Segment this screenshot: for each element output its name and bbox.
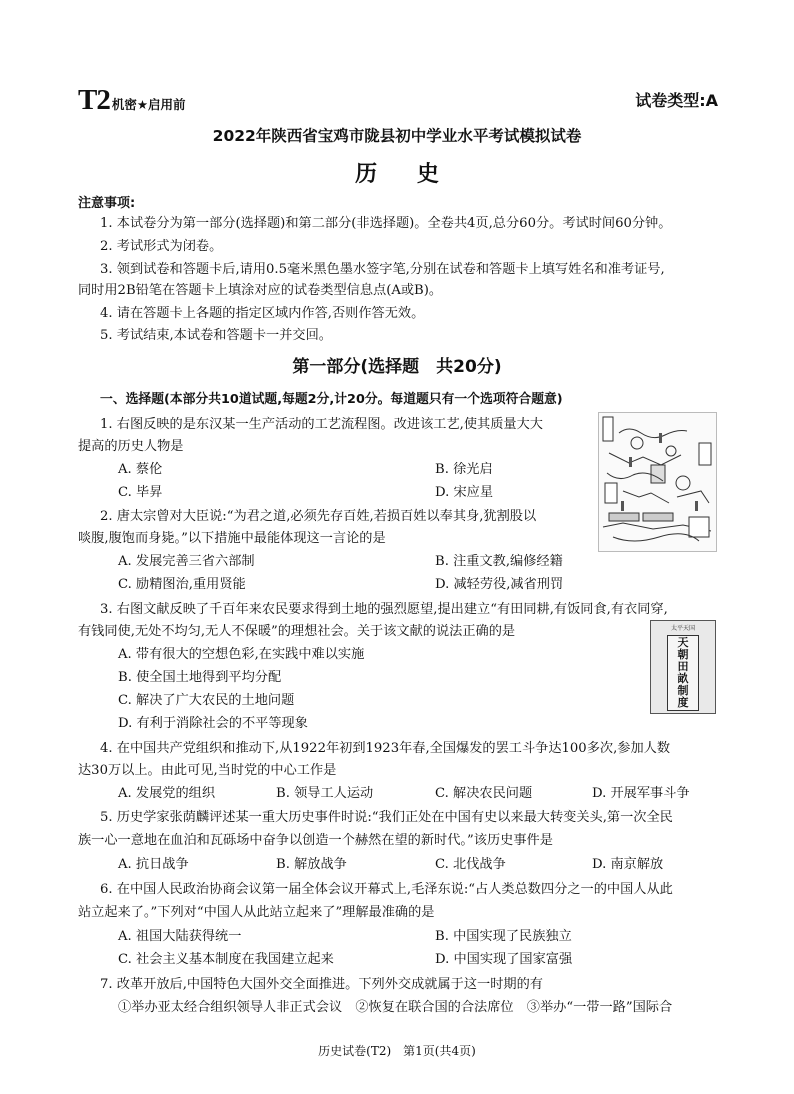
option-b: B. 中国实现了民族独立	[435, 929, 572, 944]
question-stem: 达30万以上。由此可见,当时党的中心工作是	[78, 763, 337, 778]
question-stem: 4. 在中国共产党组织和推动下,从1922年初到1923年春,全国爆发的罢工斗争达100多次,参加人数	[100, 741, 671, 756]
figure-title-char: 度	[677, 696, 689, 709]
option-b: B. 解放战争	[276, 857, 347, 872]
option-a: A. 蔡伦	[118, 462, 163, 477]
question-stem: 7. 改革开放后,中国特色大国外交全面推进。下列外交成就属于这一时期的有	[100, 977, 543, 992]
notice-heading: 注意事项:	[78, 196, 136, 211]
figure-title-char: 天	[677, 636, 689, 649]
papermaking-process-figure	[598, 412, 717, 552]
option-b: B. 使全国土地得到平均分配	[118, 670, 282, 685]
option-b: B. 领导工人运动	[276, 786, 374, 801]
option-c: C. 社会主义基本制度在我国建立起来	[118, 952, 334, 967]
paper-code: T2	[78, 84, 110, 116]
option-a: A. 抗日战争	[118, 857, 189, 872]
option-d: D. 南京解放	[592, 857, 664, 872]
notice-item: 3. 领到试卷和答题卡后,请用0.5毫米黑色墨水签字笔,分别在试卷和答题卡上填写姓名和准考证号,	[100, 262, 665, 277]
option-a: A. 发展党的组织	[118, 786, 216, 801]
notice-item: 4. 请在答题卡上各题的指定区域内作答,否则作答无效。	[100, 306, 425, 321]
question-stem: 提高的历史人物是	[78, 439, 184, 454]
option-b: B. 注重文教,编修经籍	[435, 554, 563, 569]
option-d: D. 减轻劳役,减省刑罚	[435, 577, 564, 592]
option-c: C. 毕昇	[118, 485, 163, 500]
option-c: C. 北伐战争	[435, 857, 506, 872]
question-stem: 族一心一意地在血泊和瓦砾场中奋争以创造一个赫然在望的新时代。”该历史事件是	[78, 833, 553, 848]
exam-title: 2022年陕西省宝鸡市陇县初中学业水平考试模拟试卷	[212, 127, 582, 145]
notice-item: 同时用2B铅笔在答题卡上填涂对应的试卷类型信息点(A或B)。	[78, 283, 443, 298]
secret-label: 机密★启用前	[111, 97, 186, 112]
notice-item: 1. 本试卷分为第一部分(选择题)和第二部分(非选择题)。全卷共4页,总分60分。考试时间60分钟。	[100, 216, 672, 231]
subject-title: 历 史	[355, 162, 455, 187]
notice-item: 5. 考试结束,本试卷和答题卡一并交回。	[100, 328, 332, 343]
figure-title-char: 畝	[677, 672, 689, 685]
paper-type: 试卷类型:A	[635, 91, 718, 110]
option-b: B. 徐光启	[435, 462, 493, 477]
option-d: D. 中国实现了国家富强	[435, 952, 573, 967]
question-stem: ①举办亚太经合组织领导人非正式会议 ②恢复在联合国的合法席位 ③举办“一带一路”国际合	[118, 1000, 673, 1015]
header-left	[78, 84, 186, 117]
question-stem: 3. 右图文献反映了千百年来农民要求得到土地的强烈愿望,提出建立“有田同耕,有饭同食,有衣同穿,	[100, 602, 668, 617]
question-stem: 6. 在中国人民政治协商会议第一届全体会议开幕式上,毛泽东说:“占人类总数四分之一的中国人从此	[100, 882, 673, 897]
land-system-document-figure	[650, 620, 716, 714]
question-stem: 5. 历史学家张荫麟评述某一重大历史事件时说:“我们正处在中国有史以来最大转变关头,第一次全民	[100, 810, 673, 825]
option-a: A. 带有很大的空想色彩,在实践中难以实施	[118, 647, 365, 662]
page-footer: 历史试卷(T2) 第1页(共4页)	[318, 1044, 476, 1058]
section-title: 一、选择题(本部分共10道试题,每题2分,计20分。每道题只有一个选项符合题意)	[100, 392, 563, 407]
figure-title-char: 田	[677, 660, 689, 673]
question-stem: 有钱同使,无处不均匀,无人不保暖”的理想社会。关于该文献的说法正确的是	[78, 624, 516, 639]
question-stem: 站立起来了。”下列对“中国人从此站立起来了”理解最准确的是	[78, 905, 435, 920]
option-d: D. 开展军事斗争	[592, 786, 690, 801]
question-stem: 2. 唐太宗曾对大臣说:“为君之道,必须先存百姓,若损百姓以奉其身,犹割股以	[100, 509, 537, 524]
option-d: D. 有利于消除社会的不平等现象	[118, 716, 308, 731]
option-c: C. 解决农民问题	[435, 786, 533, 801]
option-d: D. 宋应星	[435, 485, 494, 500]
figure-title-char: 朝	[677, 648, 689, 661]
question-stem: 1. 右图反映的是东汉某一生产活动的工艺流程图。改进该工艺,使其质量大大	[100, 417, 543, 432]
option-a: A. 发展完善三省六部制	[118, 554, 255, 569]
part-title: 第一部分(选择题 共20分)	[292, 357, 502, 377]
notice-item: 2. 考试形式为闭卷。	[100, 239, 223, 254]
option-a: A. 祖国大陆获得统一	[118, 929, 242, 944]
figure-top-label: 太平天国	[670, 625, 695, 632]
option-c: C. 励精图治,重用贤能	[118, 577, 246, 592]
option-c: C. 解决了广大农民的土地问题	[118, 693, 295, 708]
question-stem: 啖腹,腹饱而身毙。”以下措施中最能体现这一言论的是	[78, 531, 386, 546]
figure-title-char: 制	[677, 684, 689, 697]
